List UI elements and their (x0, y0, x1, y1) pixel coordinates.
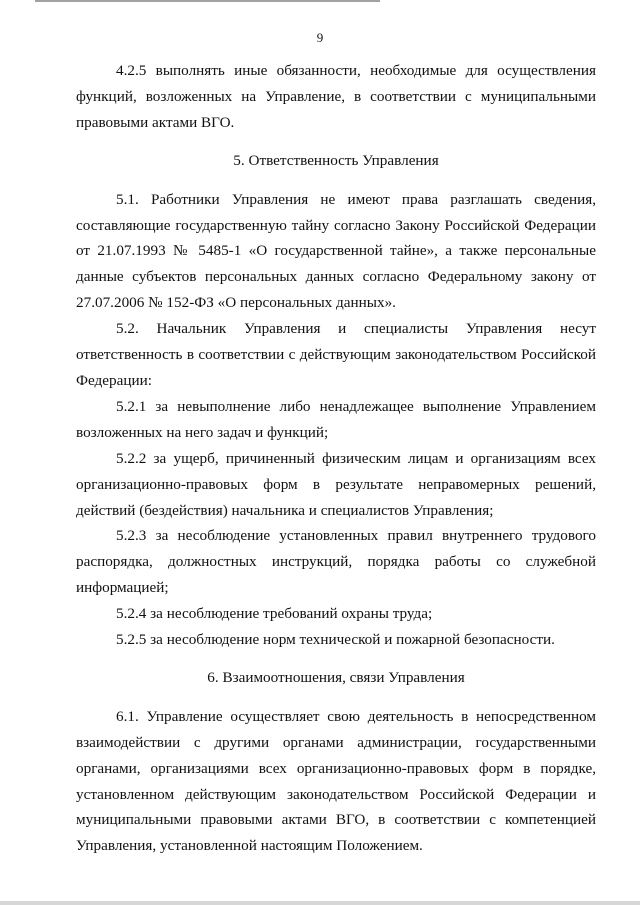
paragraph-6-1: 6.1. Управление осуществляет свою деятельность в непосредственном взаимодействии с другими органами администрации, государственными органами, организациями всех организационно-правовых форм в порядке, установленном действующим законодательством Российской Федерации и муниципальными правовыми актами ВГО, в соответствии с компетенцией Управления, установленной настоящим Положением. (76, 707, 596, 855)
section-heading-5: 5. Ответственность Управления (233, 151, 439, 169)
paragraph-5-2-2: 5.2.2 за ущерб, причиненный физическим лицам и организациям всех организационно-правовых форм в результате неправомерных решений, действий (бездействия) начальника и специалистов Управления; (76, 449, 596, 519)
paragraph-4-2-5: 4.2.5 выполнять иные обязанности, необходимые для осуществления функций, возложенных на Управление, в соответствии с муниципальными правовыми актами ВГО. (76, 62, 596, 131)
paragraph-5-2-3: 5.2.3 за несоблюдение установленных правил внутреннего трудового распорядка, должностных инструкций, порядка работы со служебной информацией; (76, 527, 596, 597)
document-body (76, 58, 596, 859)
page-number: 9 (316, 30, 324, 45)
scan-edge-bottom (0, 901, 640, 905)
paragraph-5-2-5: 5.2.5 за несоблюдение норм технической и пожарной безопасности. (116, 631, 555, 649)
paragraph-5-2: 5.2. Начальник Управления и специалисты Управления несут ответственность в соответствии с действующим законодательством Российской Федерации: (76, 320, 596, 389)
scan-edge-top (35, 0, 380, 2)
paragraph-5-2-4: 5.2.4 за несоблюдение требований охраны труда; (116, 605, 433, 623)
section-heading-6: 6. Взаимоотношения, связи Управления (207, 668, 465, 686)
paragraph-5-1: 5.1. Работники Управления не имеют права разглашать сведения, составляющие государственную тайну согласно Закону Российской Федерации от 21.07.1993 № 5485-1 «О государственной тайне», а также персональные данные субъектов персональных данных согласно Федеральному закону от 27.07.2006 № 152-ФЗ «О персональных данных». (76, 190, 596, 312)
paragraph-5-2-1: 5.2.1 за невыполнение либо ненадлежащее выполнение Управлением возложенных на него задач и функций; (76, 397, 596, 441)
